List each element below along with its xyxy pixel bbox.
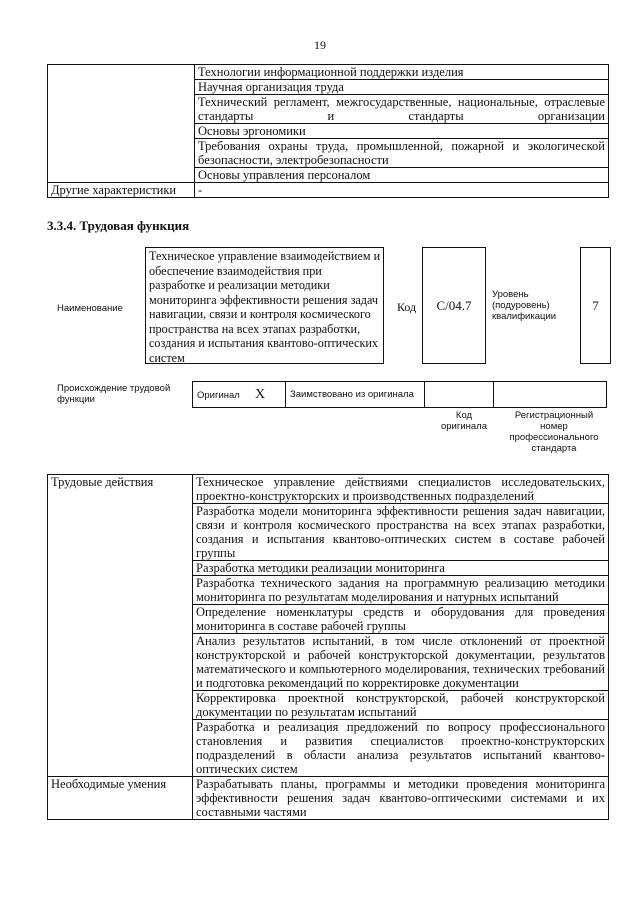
labor-action-item: Разработка модели мониторинга эффективности решения задач навигации, связи и контроля космического пространства на всех этапах разработки, создания и испытания квантово-оптических систем в составе рабочей группы xyxy=(193,504,609,561)
skills-label: Необходимые умения xyxy=(48,777,193,820)
other-characteristics-value: - xyxy=(195,183,609,198)
other-characteristics-label: Другие характеристики xyxy=(48,183,195,198)
knowledge-item: Технологии информационной поддержки изделия xyxy=(195,65,609,80)
registration-number-caption: Регистрационный номер профессионального стандарта xyxy=(509,410,599,454)
knowledge-item: Основы эргономики xyxy=(195,124,609,139)
original-code-cell xyxy=(425,382,494,408)
labor-action-item: Разработка методики реализации мониторинга xyxy=(193,561,609,576)
origin-table xyxy=(192,381,607,408)
borrowed-label: Заимствовано из оригинала xyxy=(286,382,425,408)
knowledge-item: Технический регламент, межгосударственные, национальные, отраслевые стандарты и стандарты организации xyxy=(195,95,609,124)
skill-item: Разрабатывать планы, программы и методики проведения мониторинга эффективности решения задач квантово-оптическими системами и их составными частями xyxy=(193,777,609,820)
page-number: 19 xyxy=(314,38,326,52)
table-row xyxy=(48,65,609,80)
original-mark: X xyxy=(254,387,266,402)
original-label: Оригинал xyxy=(197,390,240,401)
knowledge-item: Требования охраны труда, промышленной, пожарной и экологической безопасности, электробезопасности xyxy=(195,139,609,168)
labor-action-item: Корректировка проектной конструкторской, рабочей конструкторской документации по результатам испытаний xyxy=(193,691,609,720)
labor-actions-label: Трудовые действия xyxy=(48,475,193,777)
table-row xyxy=(48,475,609,504)
section-title: 3.3.4. Трудовая функция xyxy=(47,218,190,233)
function-name-box: Техническое управление взаимодействием и обеспечение взаимодействия при разработке и реализации методики мониторинга эффективности решения задач навигации, связи и контроля космического пространства на всех этапах разработки, создания и испытания квантово-оптических систем xyxy=(145,247,384,364)
level-label: Уровень (подуровень) квалификации xyxy=(492,289,557,322)
labor-action-item: Разработка технического задания на программную реализацию методики мониторинга по результатам моделирования и натурных испытаний xyxy=(193,576,609,605)
knowledge-table xyxy=(47,64,609,198)
labor-action-item: Определение номенклатуры средств и оборудования для проведения мониторинга в составе рабочей группы xyxy=(193,605,609,634)
table-row xyxy=(193,382,607,408)
labor-action-item: Анализ результатов испытаний, в том числе отклонений от проектной конструкторской и рабочей конструкторской документации, результатов математического и компьютерного моделирования, технических требований и подготовка рекомендаций по корректировке документации xyxy=(193,634,609,691)
level-value: 7 xyxy=(580,247,611,364)
registration-number-cell xyxy=(494,382,607,408)
original-cell xyxy=(193,382,286,408)
labor-action-item: Разработка и реализация предложений по вопросу профессионального становления и развития специалистов проектно-конструкторских подразделений в области анализа результатов испытаний квантово-оптических систем xyxy=(193,720,609,777)
origin-label: Происхождение трудовой функции xyxy=(57,383,171,405)
knowledge-item: Научная организация труда xyxy=(195,80,609,95)
original-code-caption: Код оригинала xyxy=(440,410,487,432)
labor-action-item: Техническое управление действиями специалистов исследовательских, проектно-конструкторских и производственных подразделений xyxy=(193,475,609,504)
name-label: Наименование xyxy=(57,303,123,314)
table-row xyxy=(48,183,609,198)
code-value: C/04.7 xyxy=(422,247,486,364)
table-row xyxy=(48,777,609,820)
code-label: Код xyxy=(397,300,417,314)
empty-label-cell xyxy=(48,65,195,183)
labor-actions-table xyxy=(47,474,609,820)
knowledge-item: Основы управления персоналом xyxy=(195,168,609,183)
